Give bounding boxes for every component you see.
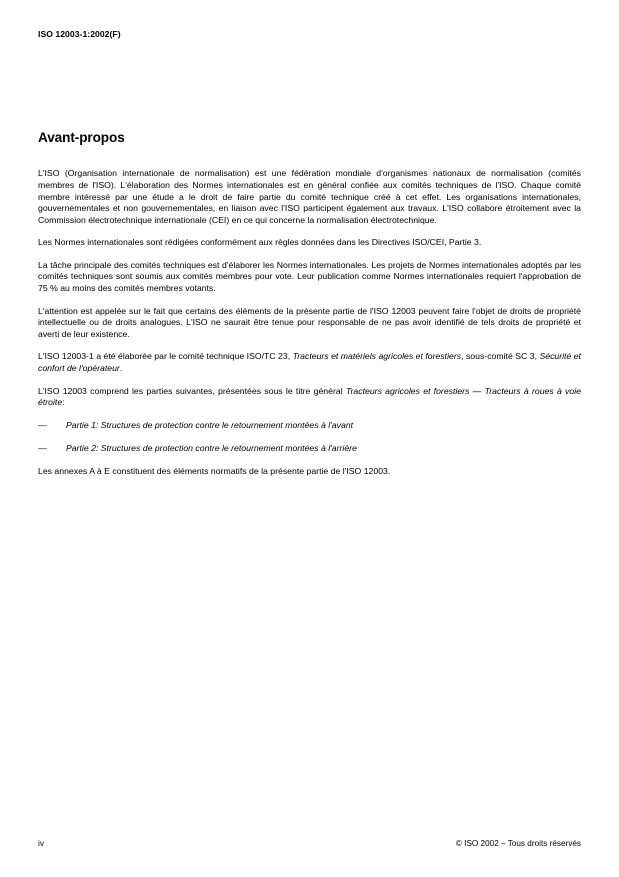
paragraph-7: Les annexes A à E constituent des éléments normatifs de la présente partie de l'ISO 12003.: [38, 466, 391, 476]
paragraph-5-text-a: L'ISO 12003-1 a été élaborée par le comité technique ISO/TC 23,: [38, 351, 293, 362]
list-item: [38, 443, 581, 455]
page-footer: [38, 838, 581, 850]
paragraph-4: L'attention est appelée sur le fait que certains des éléments de la présente partie de l'ISO 12003 peuvent faire l'objet de droits de propriété intellectuelle ou de droits analogues. L'ISO ne saurait être tenue pour responsable de ne pas avoir identifié de tels droits de propriété et averti de leur existence.: [38, 305, 581, 339]
paragraph-6: [38, 386, 581, 409]
section-title: Avant-propos: [38, 130, 125, 145]
running-header: ISO 12003-1:2002(F): [38, 29, 121, 39]
paragraph-1: L'ISO (Organisation internationale de normalisation) est une fédération mondiale d'organismes nationaux de normalisation (comités membres de l'ISO). L'élaboration des Normes internationales est en général confiée aux comités techniques de l'ISO. Chaque comité membre intéressé par une étude a le droit de faire partie du comité technique créé à cet effet. Les organisations internationales, gouvernementales et non gouvernementales, en liaison avec l'ISO participent également aux travaux. L'ISO collabore étroitement avec la Commission électrotechnique internationale (CEI) en ce qui concerne la normalisation électrotechnique.: [38, 168, 581, 225]
parts-list: [38, 420, 581, 455]
paragraph-5-text-b: , sous-comité SC 3,: [461, 351, 540, 362]
paragraph-5-text-c: .: [119, 363, 123, 374]
paragraph-5: [38, 351, 581, 374]
em-dash-bullet-icon: —: [38, 443, 47, 454]
paragraph-2: Les Normes internationales sont rédigées conformément aux règles données dans les Directives ISO/CEI, Partie 3.: [38, 237, 482, 248]
page-number: iv: [38, 839, 44, 848]
list-item-label: Partie 1: Structures de protection contre le retournement montées à l'avant: [66, 419, 354, 430]
paragraph-5-title-tc23: Tracteurs et matériels agricoles et forestiers: [292, 351, 462, 362]
list-item: [38, 420, 581, 432]
paragraph-6-text-b: :: [62, 397, 65, 408]
list-item-label: Partie 2: Structures de protection contre le retournement montées à l'arrière: [66, 443, 357, 454]
page-content: [38, 130, 581, 478]
paragraph-6-text-a: L'ISO 12003 comprend les parties suivantes, présentées sous le titre général: [38, 385, 346, 396]
em-dash-bullet-icon: —: [38, 419, 47, 430]
paragraph-3: La tâche principale des comités techniques est d'élaborer les Normes internationales. Les projets de Normes internationales adoptés par les comités techniques sont soumis aux comités membres pour vote. Leur publication comme Normes internationales requiert l'approbation de 75 % au moins des comités membres votants.: [38, 259, 581, 294]
copyright-notice: © ISO 2002 – Tous droits réservés: [455, 839, 581, 848]
paragraph-5-title-sc3: Sécurité et confort de l'opérateur: [38, 351, 581, 374]
paragraph-6-general-title: Tracteurs agricoles et forestiers — Tracteurs à roues à voie étroite: [38, 385, 581, 408]
